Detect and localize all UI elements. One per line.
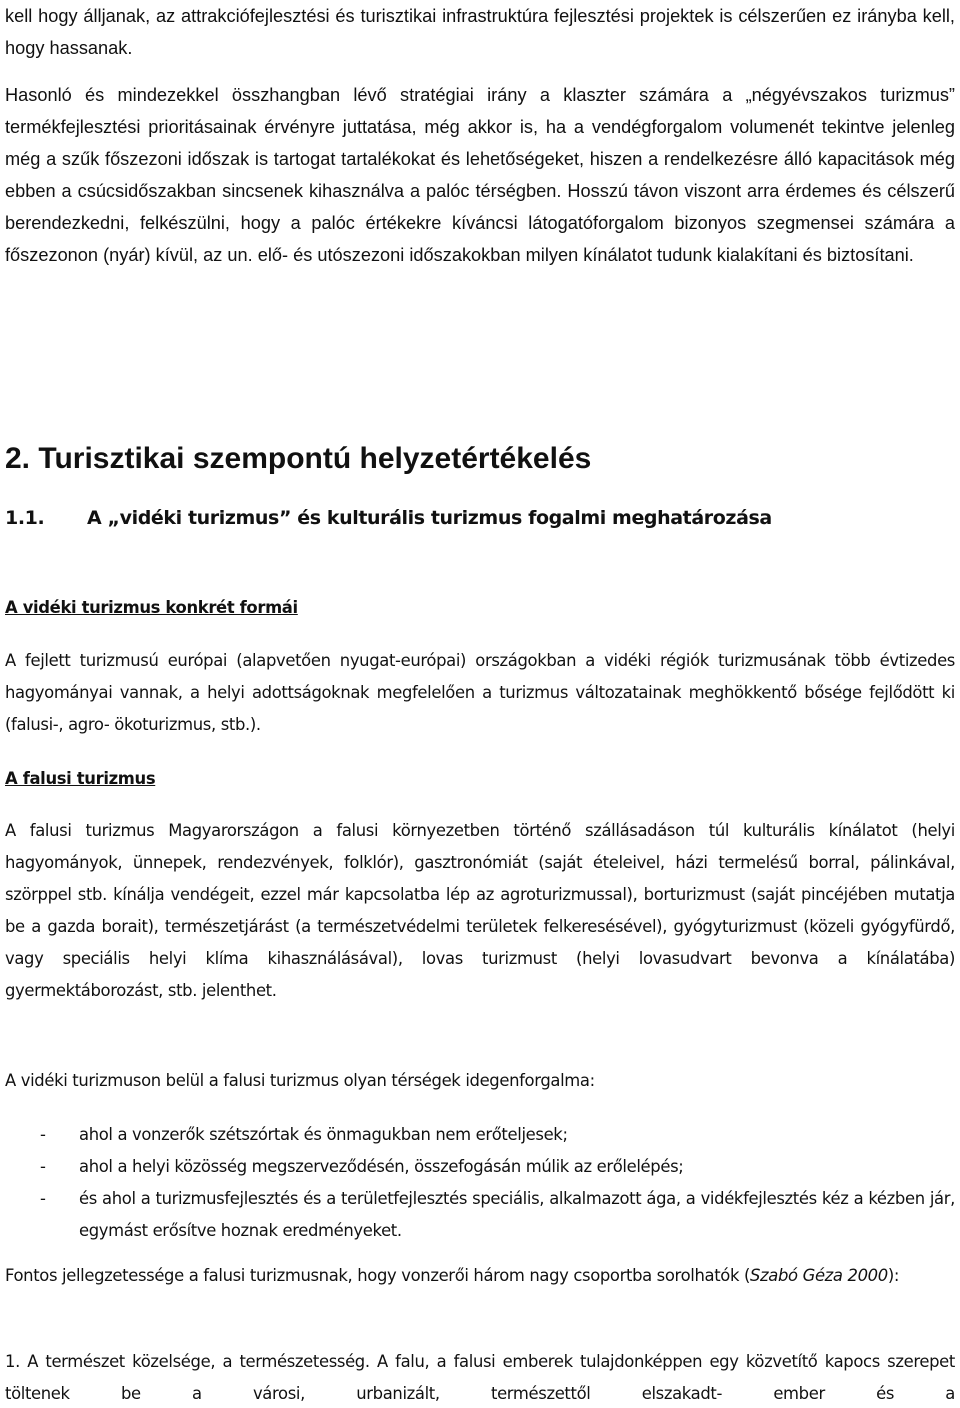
citation: Szabó Géza 2000 [750,1266,888,1285]
dash-bullet: - [40,1157,46,1176]
paragraph-text: Fontos jellegzetessége a falusi turizmusnak, hogy vonzerői három nagy csoportba sorolhatók ( [5,1266,750,1285]
list-item-text: ahol a vonzerők szétszórtak és önmagukban nem erőteljesek; [79,1125,568,1144]
paragraph-four-season-tourism: Hasonló és mindezekkel összhangban lévő stratégiai irány a klaszter számára a „négyévszakos turizmus” termékfejlesztési prioritásainak érvényre juttatása, még akkor is, ha a vendégforgalom volumenét tekintve jelenleg még a szűk főszezoni időszak is tartogat tartalékokat és lehetőségeket, hiszen a rendelkezésre álló kapacitások még ebben a csúcsidőszakban sincsenek kihasználva a palóc térségben. Hosszú távon viszont arra érdemes és célszerű berendezkedni, felkészülni, hogy a palóc értékekre kíváncsi látogatóforgalom bizonyos szegmensei számára a főszezonon (nyár) kívül, az un. elő- és utószezoni időszakokban milyen kínálatot tudunk kialakítani és biztosítani. [5,85,955,265]
bullet-list [5,1119,955,1247]
paragraph-text-end: ): [887,1266,900,1285]
heading-village-tourism: A falusi turizmus [5,769,156,788]
paragraph-attraction-groups [5,1260,955,1292]
dash-bullet: - [40,1189,46,1208]
heading-rural-tourism-forms: A vidéki turizmus konkrét formái [5,598,298,617]
paragraph-item-one: 1. A természet közelsége, a természetesség. A falu, a falusi emberek tulajdonképpen egy közvetítő kapocs szerepet töltenek be a városi, urbanizált, természettől elszakadt- ember és a [5,1352,955,1403]
subsection-heading [5,500,772,536]
paragraph-attraction-development: kell hogy álljanak, az attrakciófejlesztési és turisztikai infrastruktúra fejlesztési projektek is célszerűen ez irányba kell, hogy hassanak. [5,6,955,58]
list-item-text: és ahol a turizmusfejlesztés és a területfejlesztés speciális, alkalmazott ága, a vidékfejlesztés kéz a kézben jár, egymást erősítve hoznak eredményeket. [79,1189,955,1240]
subsection-number: 1.1. [5,507,45,529]
subsection-title: A „vidéki turizmus” és kulturális turizmus fogalmi meghatározása [87,507,772,529]
paragraph-developed-countries: A fejlett turizmusú európai (alapvetően nyugat-európai) országokban a vidéki régiók turizmusának több évtizedes hagyományai vannak, a helyi adottságoknak megfelelően a turizmus változatainak meghökkentő bősége fejlődött ki (falusi-, agro- ökoturizmus, stb.). [5,651,955,734]
list-item [5,1151,955,1183]
list-item [5,1119,955,1151]
list-item-text: ahol a helyi közösség megszerveződésén, összefogásán múlik az erőlelépés; [79,1157,684,1176]
dash-bullet: - [40,1125,46,1144]
paragraph-village-tourism: A falusi turizmus Magyarországon a falusi környezetben történő szállásadáson túl kulturális kínálatot (helyi hagyományok, ünnepek, rendezvények, folklór), gasztronómiát (saját ételeivel, házi termelésű borral, pálinkával, szörppel stb. kínálja vendégeit, ezzel már kapcsolatba lép az agroturizmussal), borturizmust (saját pincéjében mutatja be a gazda borait), természetjárást (a természetvédelmi területek felkeresésével), gyógyturizmust (közeli gyógyfürdő, vagy speciális helyi klíma kihasználásával), lovas turizmust (helyi lovasudvart bevonva a kínálatába) gyermektáborozást, stb. jelenthet. [5,821,955,1000]
list-item [5,1183,955,1247]
paragraph-rural-intro: A vidéki turizmuson belül a falusi turizmus olyan térségek idegenforgalma: [5,1071,595,1090]
section-heading: 2. Turisztikai szempontú helyzetértékelés [5,442,592,475]
